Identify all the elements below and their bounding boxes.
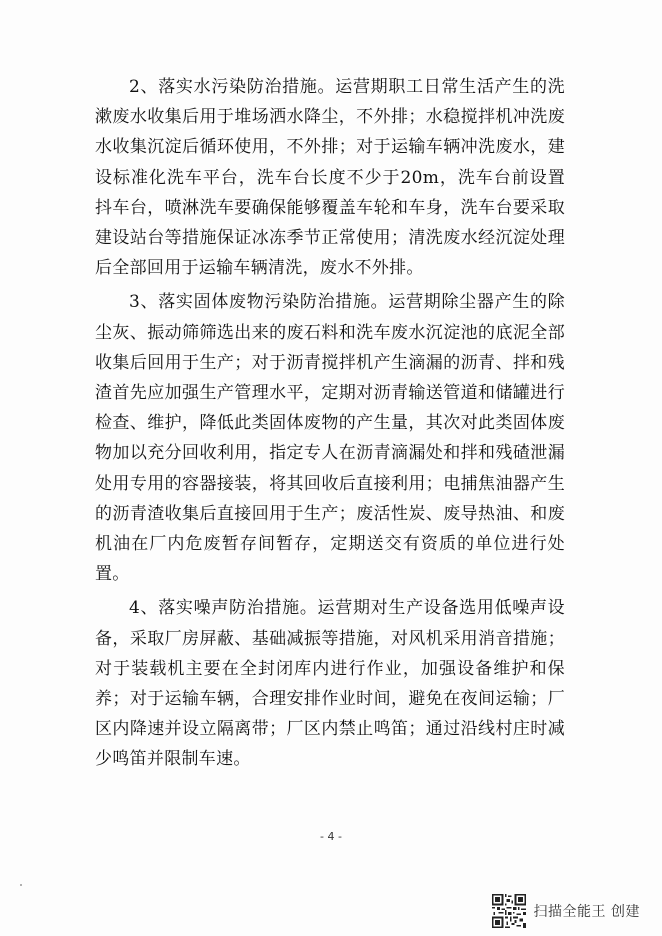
paragraph-noise: 4、落实噪声防治措施。运营期对生产设备选用低噪声设备，采取厂房屏蔽、基础减振等措施，对风机采用消音措施；对于装载机主要在全封闭库内进行作业，加强设备维护和保养；对于运输车辆，合理安排作业时间，避免在夜间运输；厂区内降速并设立隔离带；厂区内禁止鸣笛；通过沿线村庄时减少鸣笛并限制车速。 [95,598,565,770]
scanner-watermark [492,893,640,929]
document-body [95,72,565,779]
scan-speck [20,884,22,886]
scanner-label: 扫描全能王 创建 [533,904,640,920]
qr-code-icon [492,894,526,928]
paragraph-solid-waste: 3、落实固体废物污染防治措施。运营期除尘器产生的除尘灰、振动筛筛选出来的废石料和洗车废水沉淀池的底泥全部收集后回用于生产；对于沥青搅拌机产生滴漏的沥青、拌和残渣首先应加强生产管理水平，定期对沥青输送管道和储罐进行检查、维护，降低此类固体废物的产生量，其次对此类固体废物加以充分回收利用，指定专人在沥青滴漏处和拌和残碴泄漏处用专用的容器接装，将其回收后直接利用；电捕焦油器产生的沥青渣收集后直接回用于生产；废活性炭、废导热油、和废机油在厂内危废暂存间暂存，定期送交有资质的单位进行处置。 [95,292,565,585]
page-number: - 4 - [320,830,342,843]
paragraph-water-pollution: 2、落实水污染防治措施。运营期职工日常生活产生的洗漱废水收集后用于堆场洒水降尘，不外排；水稳搅拌机冲洗废水收集沉淀后循环使用，不外排；对于运输车辆冲洗废水，建设标准化洗车平台，洗车台长度不少于20m，洗车台前设置抖车台，喷淋洗车要确保能够覆盖车轮和车身，洗车台要采取建设站台等措施保证冰冻季节正常使用；清洗废水经沉淀处理后全部回用于运输车辆清洗，废水不外排。 [95,77,565,279]
